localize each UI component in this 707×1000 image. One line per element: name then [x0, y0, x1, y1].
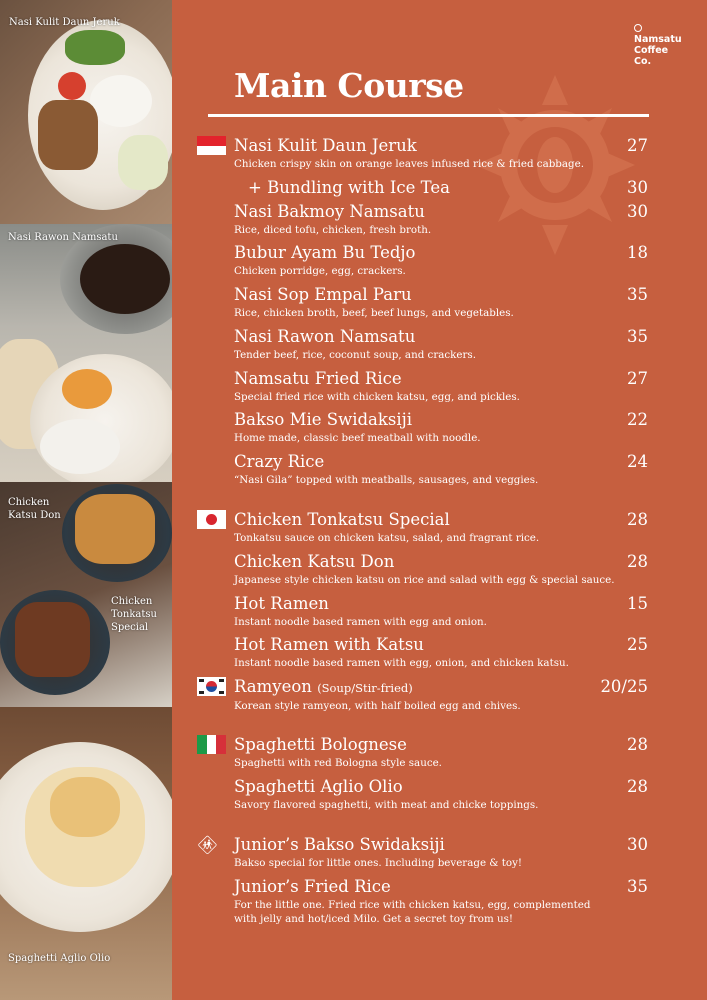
item-name: Bubur Ayam Bu Tedjo	[234, 243, 416, 262]
indonesia-flag-icon	[197, 136, 226, 155]
item-price: 28	[627, 552, 648, 571]
menu-item	[234, 877, 650, 926]
item-price: 27	[627, 136, 648, 155]
kids-icon: 🚸︎	[196, 835, 219, 856]
item-desc: Korean style ramyeon, with half boiled egg and chives.	[234, 700, 521, 712]
photo-caption-3a: Chicken Katsu Don	[8, 497, 61, 521]
menu-item	[234, 178, 650, 198]
brand-line-2: Coffee	[634, 45, 669, 56]
item-name: Bakso Mie Swidaksiji	[234, 410, 413, 429]
item-price: 27	[627, 369, 648, 388]
item-price: 25	[627, 635, 648, 654]
item-desc: Tonkatsu sauce on chicken katsu, salad, and fragrant rice.	[234, 532, 540, 544]
rawon-soup	[80, 244, 170, 314]
item-name: Hot Ramen	[234, 594, 329, 613]
item-desc: Instant noodle based ramen with egg, onion, and chicken katsu.	[234, 657, 569, 669]
logo-icon	[634, 24, 642, 32]
menu-item	[234, 635, 650, 670]
item-name: Spaghetti Aglio Olio	[234, 777, 403, 796]
item-name: Ramyeon	[234, 677, 312, 696]
item-price: 28	[627, 777, 648, 796]
item-name-row	[234, 677, 650, 698]
item-price: 28	[627, 510, 648, 529]
item-desc: For the little one. Fried rice with chicken katsu, egg, complemented with jelly and hot/iced Milo. Get a secret toy from us!	[234, 899, 591, 925]
page-title: Main Course	[234, 66, 464, 105]
menu-item	[234, 777, 650, 812]
rice	[40, 419, 120, 474]
italy-flag-icon	[197, 735, 226, 754]
item-price: 35	[627, 877, 648, 896]
item-name: Junior’s Fried Rice	[234, 877, 391, 896]
item-name: Chicken Katsu Don	[234, 552, 395, 571]
item-desc: “Nasi Gila” topped with meatballs, sausages, and veggies.	[234, 474, 539, 486]
chicken-skin	[38, 100, 98, 170]
photo-caption-3b: Chicken Tonkatsu Special	[111, 596, 157, 633]
item-name: Hot Ramen with Katsu	[234, 635, 424, 654]
photo-caption-2: Nasi Rawon Namsatu	[8, 232, 118, 243]
menu-item	[234, 327, 650, 362]
menu-item	[234, 594, 650, 629]
cabbage	[118, 135, 168, 190]
photo-spaghetti	[0, 707, 172, 1000]
item-price: 28	[627, 735, 648, 754]
item-name: Nasi Kulit Daun Jeruk	[234, 136, 417, 155]
item-desc: Special fried rice with chicken katsu, egg, and pickles.	[234, 391, 520, 403]
tomato	[58, 72, 86, 100]
item-name: Nasi Sop Empal Paru	[234, 285, 412, 304]
brand-line-1: Namsatu	[634, 34, 682, 45]
menu-item	[234, 735, 650, 770]
menu-item	[234, 677, 650, 713]
cheese	[50, 777, 120, 837]
photo-chicken-katsu	[0, 482, 172, 707]
item-desc: Japanese style chicken katsu on rice and salad with egg & special sauce.	[234, 574, 615, 586]
menu-item	[234, 410, 650, 445]
salted-egg	[62, 369, 112, 409]
brand-logo	[634, 24, 694, 67]
photo-caption-4: Spaghetti Aglio Olio	[8, 953, 111, 964]
photo-caption-1: Nasi Kulit Daun Jeruk	[9, 17, 120, 28]
katsu-don	[75, 494, 155, 564]
item-price: 24	[627, 452, 648, 471]
item-name: Spaghetti Bolognese	[234, 735, 407, 754]
item-desc: Rice, chicken broth, beef, beef lungs, and vegetables.	[234, 307, 514, 319]
photo-nasi-rawon	[0, 224, 172, 482]
title-divider	[208, 114, 649, 117]
item-price: 30	[627, 178, 648, 197]
lettuce	[65, 30, 125, 65]
item-desc: Spaghetti with red Bologna style sauce.	[234, 757, 442, 769]
item-desc: Tender beef, rice, coconut soup, and crackers.	[234, 349, 476, 361]
menu-item	[234, 202, 650, 237]
item-desc: Rice, diced tofu, chicken, fresh broth.	[234, 224, 432, 236]
item-price: 18	[627, 243, 648, 262]
item-name: Crazy Rice	[234, 452, 325, 471]
item-name: Nasi Rawon Namsatu	[234, 327, 416, 346]
rice	[90, 75, 152, 127]
item-name: Junior’s Bakso Swidaksiji	[234, 835, 445, 854]
item-desc: Home made, classic beef meatball with noodle.	[234, 432, 481, 444]
item-name: Nasi Bakmoy Namsatu	[234, 202, 425, 221]
item-price: 35	[627, 327, 648, 346]
item-price: 30	[627, 202, 648, 221]
item-name: Namsatu Fried Rice	[234, 369, 402, 388]
brand-line-3: Co.	[634, 56, 652, 67]
menu-item	[234, 835, 650, 870]
item-price: 15	[627, 594, 648, 613]
tonkatsu	[15, 602, 90, 677]
item-name: + Bundling with Ice Tea	[248, 178, 450, 197]
item-name: Chicken Tonkatsu Special	[234, 510, 450, 529]
photo-strip	[0, 0, 172, 1000]
item-desc: Chicken crispy skin on orange leaves infused rice & fried cabbage.	[234, 158, 584, 170]
item-price: 22	[627, 410, 648, 429]
item-price: 30	[627, 835, 648, 854]
japan-flag-icon	[197, 510, 226, 529]
item-note: (Soup/Stir-fried)	[317, 681, 413, 695]
menu-item	[234, 369, 650, 404]
photo-nasi-kulit-daun-jeruk	[0, 0, 172, 224]
korea-flag-icon	[197, 677, 226, 696]
item-price: 20/25	[600, 677, 648, 696]
item-desc: Bakso special for little ones. Including beverage & toy!	[234, 857, 523, 869]
menu-item	[234, 136, 650, 171]
item-desc: Instant noodle based ramen with egg and onion.	[234, 616, 487, 628]
item-desc: Chicken porridge, egg, crackers.	[234, 265, 406, 277]
menu-item	[234, 243, 650, 278]
menu-item	[234, 285, 650, 320]
menu-item	[234, 452, 650, 487]
menu-item	[234, 552, 650, 587]
menu-item	[234, 510, 650, 545]
item-price: 35	[627, 285, 648, 304]
item-desc: Savory flavored spaghetti, with meat and chicke toppings.	[234, 799, 539, 811]
